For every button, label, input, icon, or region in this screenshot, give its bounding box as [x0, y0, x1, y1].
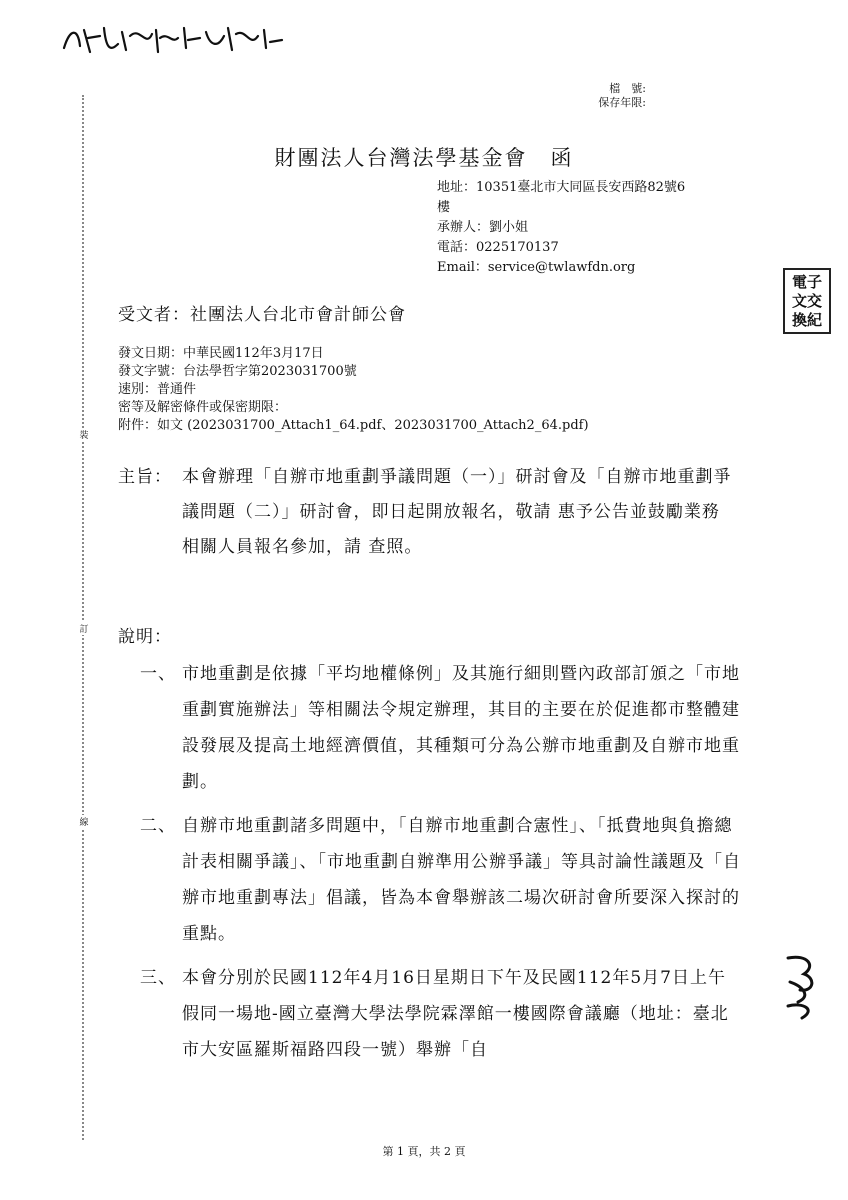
delivery-speed: 速別：普通件 — [118, 382, 197, 397]
recipient: 受文者：社團法人台北市會計師公會 — [118, 305, 406, 325]
retention-label: 保存年限: — [598, 96, 646, 109]
item-text: 本會分別於民國112年4月16日星期日下午及民國112年5月7日上午假同一場地-國立臺灣大學法學院霖澤館一樓國際會議廳（地址：臺北市大安區羅斯福路四段一號）舉辦「自 — [182, 968, 729, 1060]
explanation-label: 說明： — [118, 627, 172, 647]
issue-date: 發文日期：中華民國112年3月17日 — [118, 346, 324, 361]
partial-seal-icon — [782, 952, 820, 1022]
page-footer: 第 1 頁，共 2 頁 — [382, 1145, 466, 1158]
item-number: 三、 — [140, 968, 176, 988]
binding-line — [82, 95, 84, 1140]
item-number: 二、 — [140, 816, 176, 836]
contact-address: 地址：10351臺北市大同區長安西路82號6 樓 — [437, 180, 686, 215]
subject-section — [118, 460, 738, 565]
archive-info — [586, 82, 646, 110]
stamp-line-3: 換紀 — [791, 310, 822, 329]
attachment-line: 附件：如文 (2023031700_Attach1_64.pdf、2023031700_Attach2_64.pdf) — [118, 418, 589, 433]
margin-mark-staple: 訂 — [78, 622, 90, 635]
contact-email: Email：service@twlawfdn.org — [437, 260, 636, 275]
item-number: 一、 — [140, 664, 176, 684]
item-text: 市地重劃是依據「平均地權條例」及其施行細則暨內政部訂頒之「市地重劃實施辦法」等相關法令規定辦理，其目的主要在於促進都市整體建設發展及提高土地經濟價值，其種類可分為公辦市地重劃及自辦市地重劃。 — [182, 664, 740, 792]
document-meta — [118, 345, 589, 435]
secrecy-level: 密等及解密條件或保密期限： — [118, 400, 288, 415]
file-number-label: 檔 號: — [609, 82, 646, 95]
contact-phone: 電話：0225170137 — [437, 240, 559, 255]
electronic-exchange-stamp — [783, 268, 831, 334]
handwritten-note — [60, 18, 300, 60]
stamp-line-1: 電子 — [791, 272, 822, 291]
margin-mark-bind: 裝 — [78, 428, 90, 441]
explanation-item — [140, 960, 750, 1068]
letter-title: 財團法人台灣法學基金會 函 — [274, 146, 574, 170]
margin-mark-line: 線 — [78, 815, 90, 828]
stamp-line-2: 文交 — [791, 291, 822, 310]
explanation-item — [140, 808, 750, 952]
explanation-item — [140, 656, 750, 800]
subject-text: 本會辦理「自辦市地重劃爭議問題（一）」研討會及「自辦市地重劃爭議問題（二）」研討會，即日起開放報名，敬請 惠予公告並鼓勵業務相關人員報名參加，請 查照。 — [182, 467, 732, 557]
contact-block — [437, 178, 757, 278]
document-number: 發文字號：台法學哲字第2023031700號 — [118, 364, 357, 379]
subject-label: 主旨： — [118, 467, 172, 487]
item-text: 自辦市地重劃諸多問題中，「自辦市地重劃合憲性」、「抵費地與負擔總計表相關爭議」、「市地重劃自辦準用公辦爭議」等具討論性議題及「自辦市地重劃專法」倡議，皆為本會舉辦該二場次研討會所要深入探討的重點。 — [182, 816, 741, 944]
contact-handler: 承辦人：劉小姐 — [437, 220, 529, 235]
